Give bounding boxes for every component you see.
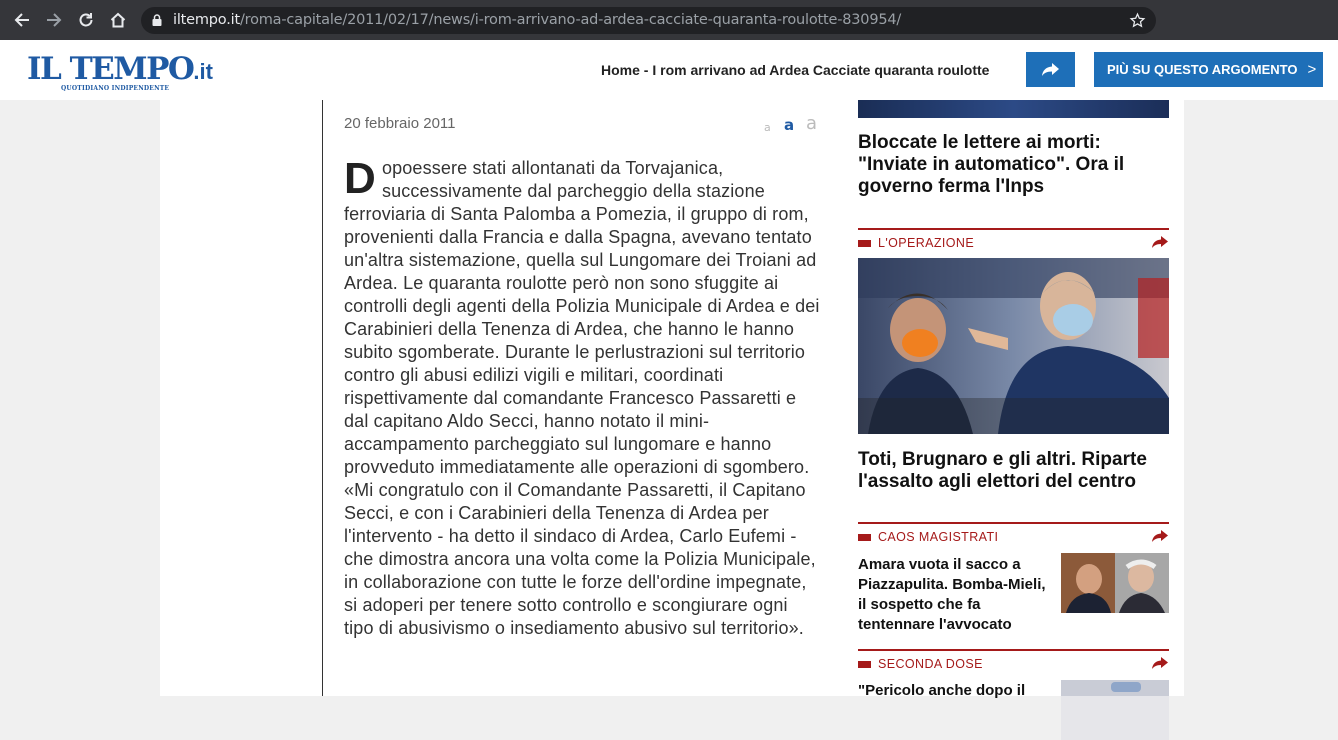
section-label[interactable]: SECONDA DOSE — [858, 657, 983, 671]
forward-icon[interactable] — [42, 8, 66, 32]
column-divider — [322, 100, 323, 696]
sidebar-story-image[interactable] — [858, 100, 1169, 118]
more-on-topic-label: PIÙ SU QUESTO ARGOMENTO — [1107, 62, 1298, 77]
section-divider — [858, 649, 1169, 651]
breadcrumb[interactable]: Home - I rom arrivano ad Ardea Cacciate quaranta roulotte — [601, 62, 990, 78]
back-icon[interactable] — [10, 8, 34, 32]
section-divider — [858, 522, 1169, 524]
section-label[interactable]: L'OPERAZIONE — [858, 236, 974, 250]
font-size-medium-button[interactable]: a — [784, 116, 795, 134]
share-button[interactable] — [1026, 52, 1075, 87]
home-icon[interactable] — [106, 8, 130, 32]
chevron-right-icon: > — [1307, 61, 1317, 78]
font-size-controls — [764, 112, 824, 134]
sidebar-story-title[interactable]: "Pericolo anche dopo il — [858, 682, 1026, 699]
sidebar-story-title[interactable]: Amara vuota il sacco a Piazzapulita. Bomba-Mieli, il sospetto che fa tentennare l'avvocato — [858, 556, 1046, 633]
more-on-topic-button[interactable] — [1094, 52, 1323, 87]
share-arrow-icon[interactable] — [1151, 657, 1169, 669]
drop-cap: D — [344, 154, 376, 203]
article-text: opoessere stati allontanati da Torvajanica, successivamente dal parcheggio della stazione ferroviaria di Santa Palomba a Pomezia, il gruppo di rom, provenienti dalla Francia e dalla Spagna, avevano tentato un'altra sistemazione, quella sul Lungomare dei Troiani ad Ardea. Le quaranta roulotte però non sono sfuggite ai controlli degli agenti della Polizia Municipale di Ardea e dei Carabinieri della Tenenza di Ardea, che hanno le hanno subito sgomberate. Durante le perlustrazioni sul territorio contro gli abusi edilizi vigili e militari, coordinati rispettivamente dal comandante Francesco Passaretti e dal capitano Aldo Secci, hanno notato il mini-accampamento parcheggiato sul lungomare e hanno provveduto immediatamente alle operazioni di sgombero. «Mi congratulo con il Comandante Passaretti, il Capitano Secci, e con i Carabinieri della Tenenza di Ardea per l'intervento - ha detto il sindaco di Ardea, Carlo Eufemi - che dimostra ancora una volta come la Polizia Municipale, in collaborazione con tutte le forze dell'ordine impegnate, si adoperi per tenere sotto controllo e scongiurare ogni tipo di abusivismo o insediamento abusivo sul territorio». — [344, 158, 820, 638]
address-bar[interactable] — [141, 7, 1156, 34]
browser-toolbar — [0, 0, 1338, 40]
sidebar-story-photo[interactable] — [858, 258, 1169, 434]
share-arrow-icon — [1041, 62, 1060, 77]
sidebar-story-title[interactable]: Toti, Brugnaro e gli altri. Riparte l'assalto agli elettori del centro — [858, 449, 1147, 492]
article-date: 20 febbraio 2011 — [344, 115, 456, 132]
sidebar-story-title[interactable]: Bloccate le lettere ai morti: "Inviate in automatico". Ora il governo ferma l'Inps — [858, 132, 1125, 197]
share-arrow-icon[interactable] — [1151, 236, 1169, 248]
logo-subtitle: QUOTIDIANO INDIPENDENTE — [61, 85, 170, 92]
site-logo[interactable] — [27, 52, 217, 96]
section-divider — [858, 228, 1169, 230]
section-label[interactable]: CAOS MAGISTRATI — [858, 530, 998, 544]
font-size-small-button[interactable]: a — [764, 121, 771, 134]
font-size-large-button[interactable]: a — [806, 113, 818, 134]
sidebar-story-thumbnail[interactable] — [1061, 680, 1169, 740]
bookmark-star-icon[interactable] — [1129, 12, 1146, 29]
section-marker-icon — [858, 534, 871, 541]
logo-wordmark: IL TEMPO.it — [27, 51, 213, 87]
sidebar-story-thumbnail[interactable] — [1061, 553, 1169, 613]
article-body — [344, 154, 822, 640]
section-marker-icon — [858, 240, 871, 247]
reload-icon[interactable] — [74, 8, 98, 32]
lock-icon — [152, 14, 162, 26]
section-marker-icon — [858, 661, 871, 668]
share-arrow-icon[interactable] — [1151, 530, 1169, 542]
url-text: iltempo.it/roma-capitale/2011/02/17/news/i-rom-arrivano-ad-ardea-cacciate-quaranta-roulotte-830954/ — [173, 12, 902, 28]
